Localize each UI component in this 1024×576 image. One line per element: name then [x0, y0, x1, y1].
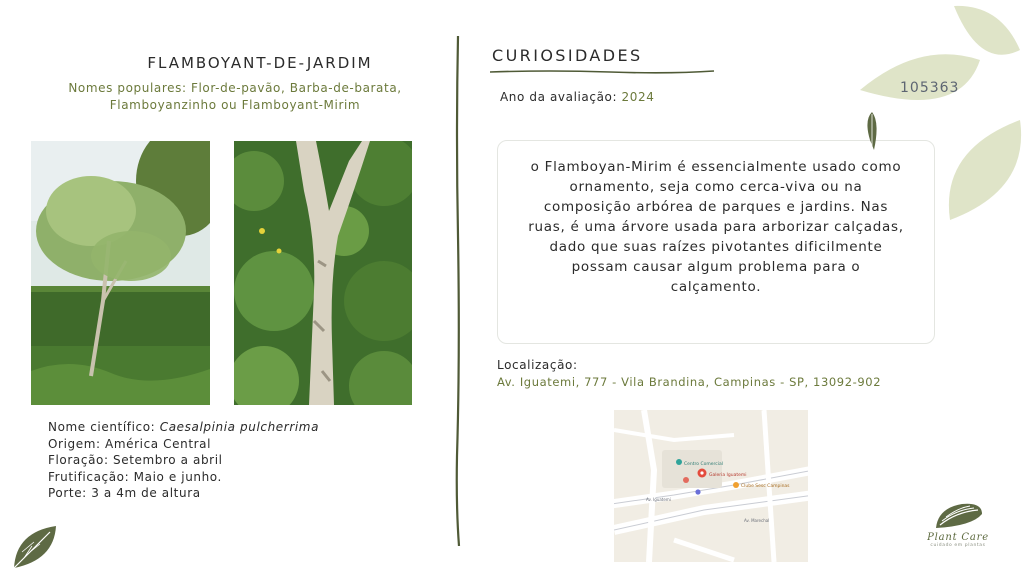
- logo-leaf-icon: [932, 500, 984, 530]
- vertical-divider: [452, 36, 464, 546]
- location-map[interactable]: [614, 410, 808, 562]
- popular-names-line2: Flamboyanzinho ou Flamboyant-Mirim: [109, 98, 361, 112]
- map-label-a: Centro Comercial: [684, 462, 723, 467]
- popular-names: [40, 80, 430, 114]
- map-label-c: Clube Sesc Campinas: [741, 484, 790, 489]
- fact-scientific-value: Caesalpinia pulcherrima: [159, 420, 320, 434]
- fact-flowering: Floração: Setembro a abril: [48, 453, 223, 467]
- curiosities-heading: CURIOSIDADES: [492, 46, 643, 65]
- curiosity-line: ornamento, seja como cerca-viva ou na: [569, 179, 863, 195]
- curiosity-line: calçamento.: [670, 279, 762, 295]
- logo-name: Plant Care: [927, 532, 989, 543]
- plant-care-logo: [918, 500, 998, 548]
- logo-tagline: cuidado em plantas: [930, 543, 986, 548]
- plant-title: FLAMBOYANT-DE-JARDIM: [147, 54, 373, 72]
- leaf-decoration-bottom-left: [10, 522, 60, 572]
- plant-photo-shrub: [31, 141, 210, 405]
- plant-code: 105363: [900, 80, 960, 96]
- evaluation-year-value: 2024: [621, 90, 655, 104]
- curiosity-line: o Flamboyan-Mirim é essencialmente usado como: [530, 159, 902, 175]
- popular-names-line1: Nomes populares: Flor-de-pavão, Barba-de-barata,: [68, 81, 402, 95]
- curiosity-line: possam causar algum problema para o: [571, 259, 861, 275]
- heading-underline: [490, 68, 715, 76]
- leaf-decoration-top-right: [860, 0, 1024, 225]
- map-label-b: Galeria Iguatemi: [709, 473, 747, 478]
- fact-scientific-name: [48, 419, 319, 436]
- fact-origin: Origem: América Central: [48, 436, 212, 451]
- fact-size: Porte: 3 a 4m de altura: [48, 486, 201, 500]
- fact-fruiting: Frutificação: Maio e junho.: [48, 469, 222, 484]
- plant-photo-trunk: [234, 141, 412, 405]
- location-address: Av. Iguatemi, 777 - Vila Brandina, Campinas - SP, 13092-902: [497, 375, 882, 389]
- map-label-e: Av. Marechal: [744, 518, 770, 523]
- curiosity-line: ruas, é uma árvore usada para arborizar calçadas,: [528, 219, 904, 235]
- curiosity-line: composição arbórea de parques e jardins. Nas: [543, 199, 889, 215]
- location-label: Localização:: [497, 358, 578, 372]
- evaluation-label: Ano da avaliação:: [500, 90, 622, 104]
- fact-scientific-label: Nome científico:: [48, 420, 160, 434]
- evaluation-year: [500, 90, 655, 104]
- plant-facts: [48, 419, 319, 502]
- curiosity-line: dado que suas raízes pivotantes dificilmente: [549, 239, 883, 255]
- map-label-d: Av. Iguatemi: [646, 497, 671, 502]
